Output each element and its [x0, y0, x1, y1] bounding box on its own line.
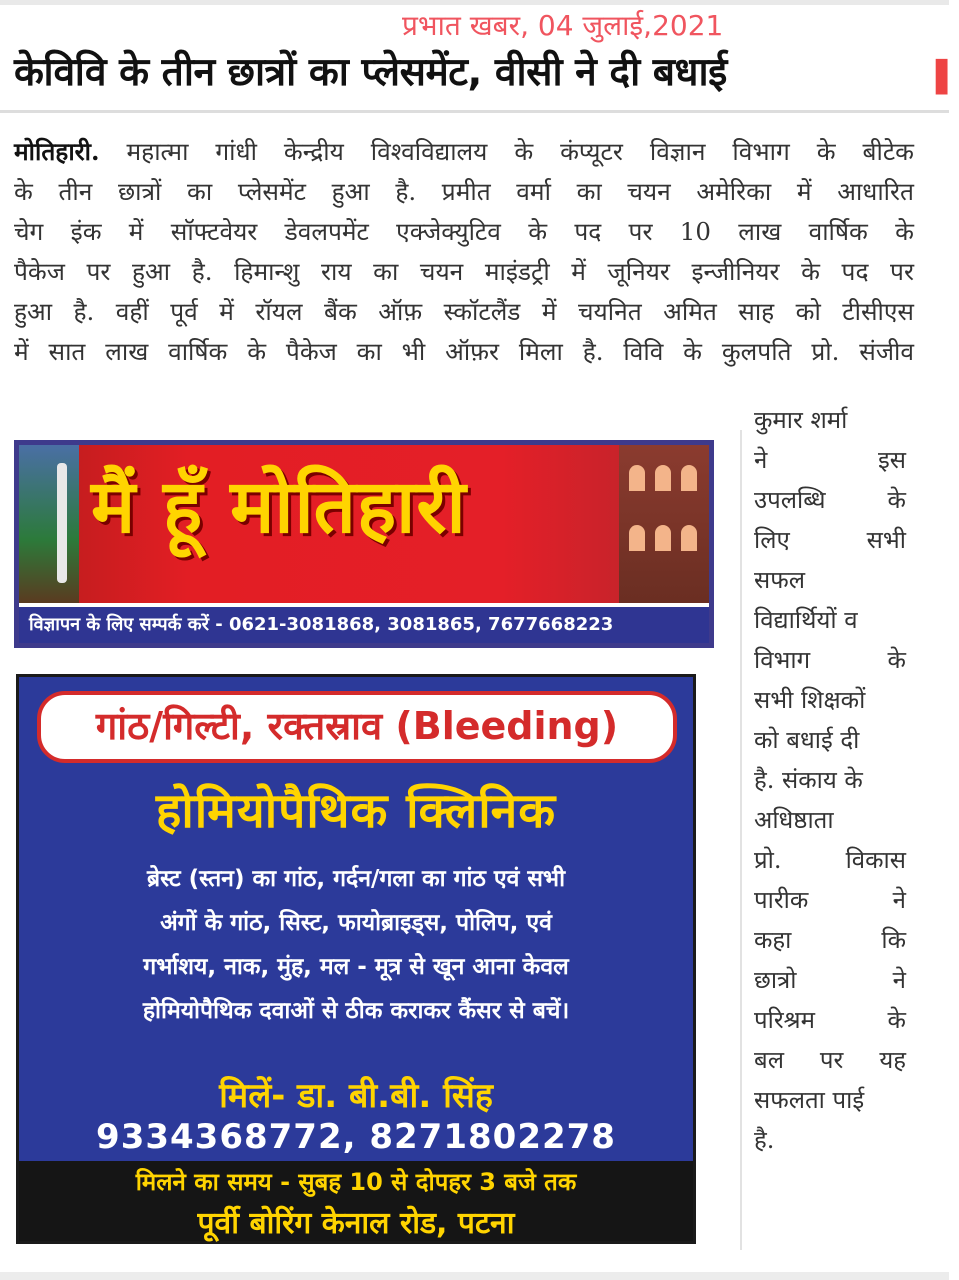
column-line: छात्रो ने — [754, 966, 906, 994]
source-date-line: प्रभात खबर, 04 जुलाई,2021 — [402, 9, 724, 42]
column-line: परिश्रम के — [754, 1006, 906, 1034]
column-line: सभी शिक्षकों — [754, 686, 866, 714]
article-line: पैकेज पर हुआ है. हिमान्शु राय का चयन माइंडट्री में जूनियर इन्जीनियर के पद पर — [14, 257, 914, 286]
column-line: सफलता पाई — [754, 1086, 865, 1114]
column-line: है. — [754, 1126, 775, 1154]
ad1-right-photo — [619, 445, 709, 603]
article-body — [14, 132, 914, 372]
ad2-doctor-name: मिलें- डा. बी.बी. सिंह — [219, 1076, 493, 1116]
column-line: विद्यार्थियों व — [754, 606, 858, 634]
column-line: को बधाई दी — [754, 726, 860, 754]
article-line: चेग इंक में सॉफ्टवेयर डेवलपमेंट एक्जेक्युटिव के पद पर 10 लाख वार्षिक के — [14, 217, 914, 246]
column-line: लिए सभी — [754, 526, 906, 554]
column-line: कुमार शर्मा — [754, 406, 848, 434]
window-shape — [629, 525, 645, 551]
ad1-contact-bar: विज्ञापन के लिए सम्पर्क करें - 0621-3081868, 3081865, 7677668223 — [19, 607, 709, 643]
tower-image — [57, 463, 67, 583]
column-line: उपलब्धि के — [754, 486, 906, 514]
column-line: सफल — [754, 566, 805, 594]
ad1-title: मैं हूँ मोतिहारी — [91, 464, 467, 550]
article-line: हुआ है. वहीं पूर्व में रॉयल बैंक ऑफ़ स्कॉटलैंड में चयनित अमित साह को टीसीएस — [14, 297, 914, 326]
ad2-desc-line: गर्भाशय, नाक, मुंह, मल - मूत्र से खून आना केवल — [143, 954, 569, 980]
ad2-footer — [19, 1161, 693, 1241]
article-line: में सात लाख वार्षिक के पैकेज का भी ऑफ़र मिला है. विवि के कुलपति प्रो. संजीव — [14, 337, 914, 366]
column-line: बल पर यह — [754, 1046, 906, 1074]
column-line: विभाग के — [754, 646, 906, 674]
ad2-headline: गांठ/गिल्टी, रक्तस्राव (Bleeding) — [37, 691, 677, 763]
column-line: ने इस — [754, 446, 906, 474]
column-line: पारीक ने — [754, 886, 906, 914]
ad1-left-photo — [19, 445, 79, 603]
column-line: प्रो. विकास — [754, 846, 906, 874]
top-border — [0, 0, 949, 5]
headline-divider — [0, 110, 949, 113]
bottom-border — [0, 1272, 949, 1280]
window-shape — [655, 525, 671, 551]
homeopathic-clinic-advertisement — [16, 674, 696, 1244]
window-shape — [655, 465, 671, 491]
ad2-desc-line: होमियोपैथिक दवाओं से ठीक कराकर कैंसर से बचें। — [142, 998, 570, 1024]
article-headline: केविवि के तीन छात्रों का प्लेसमेंट, वीसी ने दी बधाई — [14, 50, 727, 95]
ad2-desc-line: अंगों के गांठ, सिस्ट, फायोब्राइड्स, पोलिप, एवं — [160, 910, 552, 936]
article-line: के तीन छात्रों का प्लेसमेंट हुआ है. प्रमीत वर्मा का चयन अमेरिका में आधारित — [14, 177, 914, 206]
column-line: है. संकाय के — [754, 766, 863, 794]
ad2-phone-numbers: 9334368772, 8271802278 — [96, 1117, 616, 1157]
column-line: कहा कि — [754, 926, 906, 954]
dateline: मोतिहारी. — [14, 137, 100, 166]
ad2-address: पूर्वी बोरिंग केनाल रोड, पटना — [197, 1206, 515, 1241]
ad2-description — [19, 857, 693, 1033]
edge-fragment: ▌ — [936, 60, 959, 95]
column-line: अधिष्ठाता — [754, 806, 834, 834]
ad2-clinic-name: होमियोपैथिक क्लिनिक — [155, 783, 557, 839]
motihari-advertisement — [14, 440, 714, 648]
window-shape — [629, 465, 645, 491]
article-line: मोतिहारी. महात्मा गांधी केन्द्रीय विश्वविद्यालय के कंप्यूटर विज्ञान विभाग के बीटेक — [14, 137, 914, 166]
ad1-banner — [19, 445, 709, 603]
ad2-timing: मिलने का समय - सुबह 10 से दोपहर 3 बजे तक — [135, 1168, 577, 1196]
window-shape — [681, 525, 697, 551]
column-divider — [740, 430, 742, 1250]
article-column-continuation — [754, 400, 906, 1160]
window-shape — [681, 465, 697, 491]
ad2-desc-line: ब्रेस्ट (स्तन) का गांठ, गर्दन/गला का गांठ एवं सभी — [146, 866, 566, 892]
